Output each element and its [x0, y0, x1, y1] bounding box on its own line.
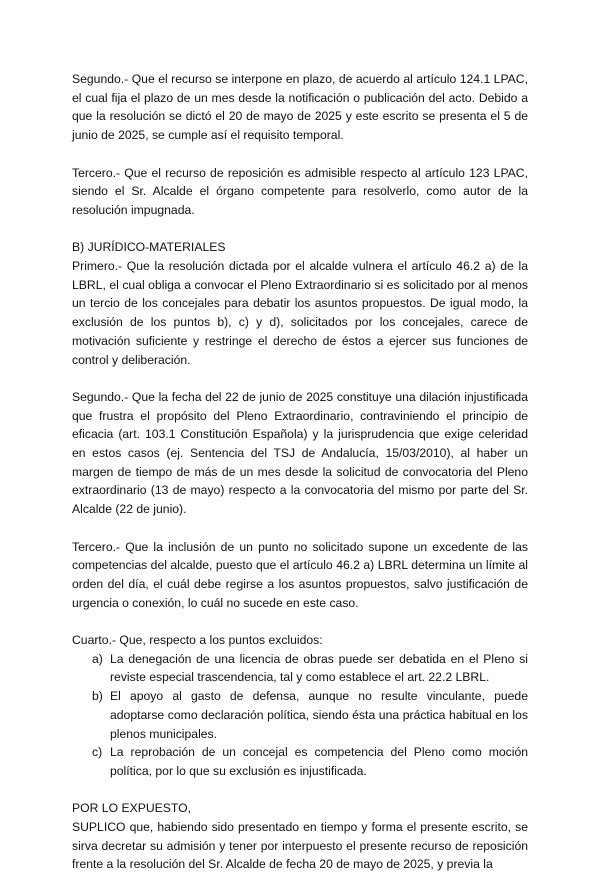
excluded-points-list	[72, 650, 528, 781]
paragraph-segundo-dilacion: Segundo.- Que la fecha del 22 de junio de 2025 constituye una dilación injustificada que frustra el propósito del Pleno Extraordinario, contraviniendo el principio de eficacia (art. 103.1 Constitución Española) y la jurisprudencia que exige celeridad en estos casos (ej. Sentencia del TSJ de Andalucía, 15/03/2010), al haber un margen de tiempo de más de un mes desde la solicitud de convocatoria del Pleno extraordinario (13 de mayo) respecto a la convocatoria del mismo por parte del Sr. Alcalde (22 de junio).	[72, 389, 528, 517]
paragraph-tercero-admisible: Tercero.- Que el recurso de reposición es admisible respecto al artículo 123 LPAC, siendo el Sr. Alcalde el órgano competente para resolverlo, como autor de la resolución impugnada.	[72, 165, 528, 217]
list-marker: a)	[92, 651, 103, 666]
por-lo-expuesto: POR LO EXPUESTO,	[72, 801, 191, 816]
list-marker: b)	[92, 689, 103, 704]
paragraph-primero-vulneracion: Primero.- Que la resolución dictada por el alcalde vulnera el artículo 46.2 a) de la LBRL, el cual obliga a convocar el Pleno Extraordinario si es solicitado por al menos un tercio de los concejales para debatir los asuntos propuestos. De igual modo, la exclusión de los puntos b), c) y d), solicitados por los concejales, carece de motivación suficiente y restringe el derecho de éstos a ejercer sus funciones de control y deliberación.	[72, 259, 528, 367]
paragraph-segundo-plazo: Segundo.- Que el recurso se interpone en plazo, de acuerdo al artículo 124.1 LPAC, el cual fija el plazo de un mes desde la notificación o publicación del acto. Debido a que la resolución se dictó el 20 de mayo de 2025 y este escrito se presenta el 5 de junio de 2025, se cumple así el requisito temporal.	[72, 72, 528, 143]
paragraph-suplico: SUPLICO que, habiendo sido presentado en tiempo y forma el presente escrito, se sirva decretar su admisión y tener por interpuesto el presente recurso de reposición frente a la resolución del Sr. Alcalde de fecha 20 de mayo de 2025, y previa la	[72, 820, 528, 872]
list-item-text: La denegación de una licencia de obras puede ser debatida en el Pleno si reviste especial trascendencia, tal y como establece el art. 22.2 LBRL.	[110, 651, 528, 685]
list-item	[72, 650, 528, 687]
paragraph-cuarto-intro: Cuarto.- Que, respecto a los puntos excluidos:	[72, 633, 323, 648]
list-item-text: El apoyo al gasto de defensa, aunque no resulte vinculante, puede adoptarse como declaración política, siendo ésta una práctica habitual en los plenos municipales.	[110, 689, 528, 741]
list-marker: c)	[92, 745, 103, 760]
list-item	[72, 743, 528, 780]
paragraph-tercero-inclusion: Tercero.- Que la inclusión de un punto no solicitado supone un excedente de las competencias del alcalde, puesto que el artículo 46.2 a) LBRL determina un límite al orden del día, el cuál debe regirse a los asuntos propuestos, salvo justificación de urgencia o conexión, lo cuál no sucede en este caso.	[72, 539, 528, 610]
list-item-text: La reprobación de un concejal es competencia del Pleno como moción política, por lo que su exclusión es injustificada.	[110, 745, 528, 778]
section-heading-juridico-materiales: B) JURÍDICO-MATERIALES	[72, 240, 226, 255]
list-item	[72, 687, 528, 743]
document-page	[72, 70, 528, 893]
